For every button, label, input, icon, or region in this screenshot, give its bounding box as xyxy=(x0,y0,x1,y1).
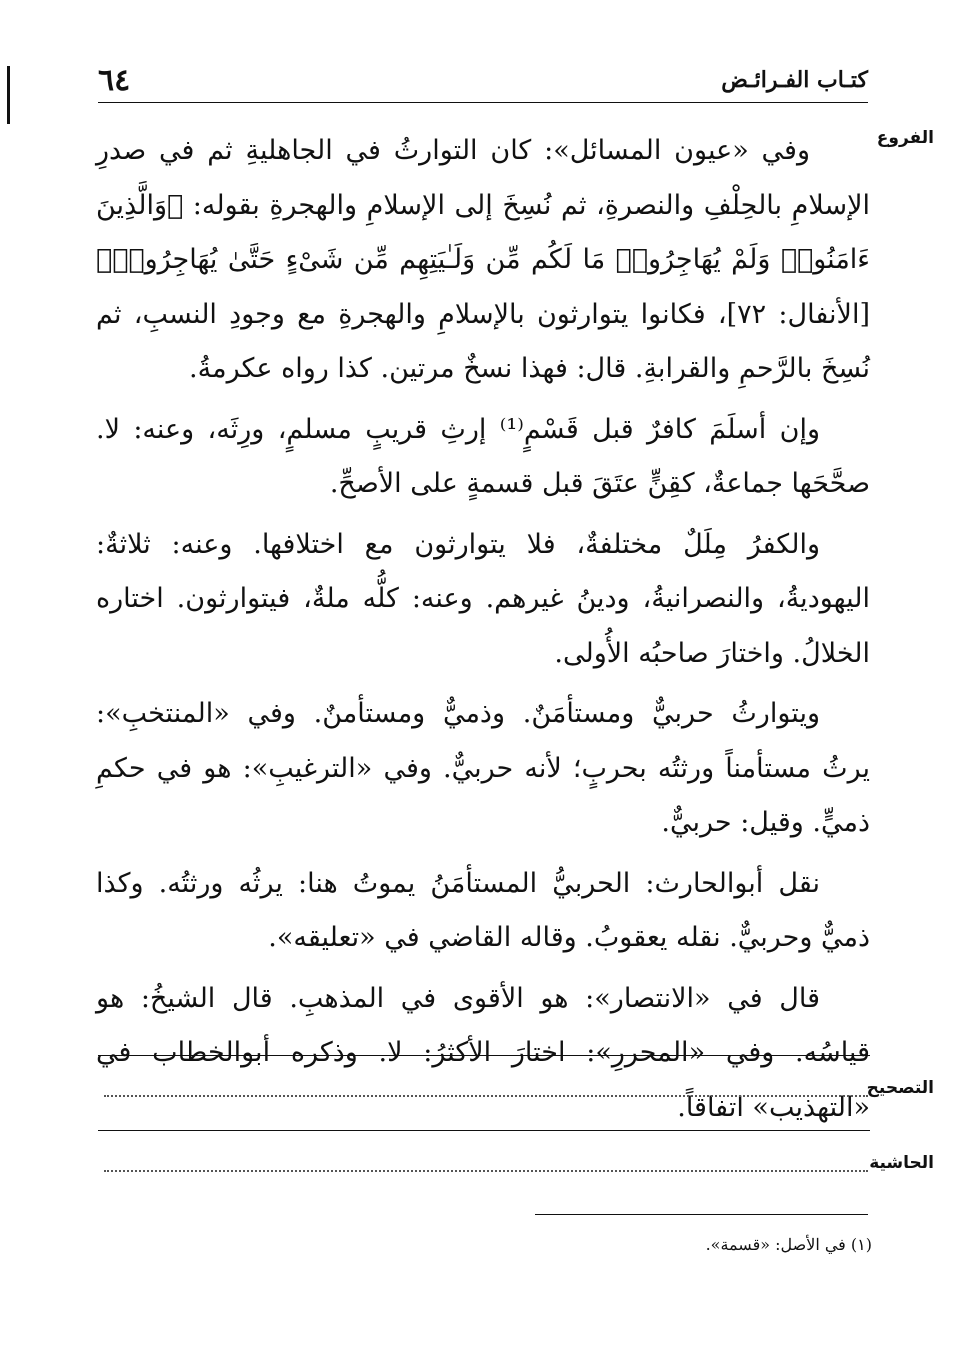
main-text xyxy=(96,124,870,1141)
running-title: كتـاب الفـرائـض xyxy=(721,67,868,93)
paragraph: ويتوارثُ حربيٌّ ومستأمَنٌ. وذميٌّ ومستأمنٌ. وفي «المنتخبِ»: يرثُ مستأمناً ورثتُه بحربٍ؛ لأنه حربيٌّ. وفي «الترغيبِ»: هو في حكمِ ذميٍّ. وقيل: حربيٌّ. xyxy=(96,698,870,838)
paragraph: والكفرُ مِلَلٌ مختلفةٌ، فلا يتوارثون مع اختلافها. وعنه: ثلاثةٌ: اليهوديةُ، والنصرانيةُ، ودينُ غيرهم. وعنه: كلُّه ملةٌ، فيتوارثون. اختاره الخلالُ. واختارَ صاحبُه الأُولى. xyxy=(96,528,870,669)
correction-dotted-line xyxy=(104,1095,868,1097)
paragraph: وفي «عيون المسائل»: كان التوارثُ في الجاهليةِ ثم في صدرِ الإسلامِ بالحِلْفِ والنصرةِ، ثم نُسِخَ إلى الإسلامِ والهجرةِ بقوله: ﴿وَالَّذِينَ ءَامَنُوا۟ وَلَمْ يُهَاجِرُوا۟ مَا لَكُم مِّن وَلَـٰيَتِهِم مِّن شَىْءٍ حَتَّىٰ يُهَاجِرُوا۟﴾ [الأنفال: ٧٢]، فكانوا يتوارثون بالإسلامِ والهجرةِ مع وجودِ النسبِ، ثم نُسِخَ بالرَّحمِ والقرابةِ. قال: فهذا نسخٌ مرتين. كذا رواه عكرمةُ. xyxy=(96,135,870,384)
annotation-top-rule xyxy=(98,1130,870,1131)
footnote: (١) في الأصل: «قسمة». xyxy=(705,1235,872,1254)
paragraph: وإن أسلَمَ كافرٌ قبل قَسْمٍ⁽¹⁾ إرثِ قريبٍ مسلمٍ، ورِثَه، وعنه: لا. صحَّحَها جماعةٌ، كقِنٍّ عتَقَ قبل قسمةٍ على الأصحِّ. xyxy=(96,413,870,499)
page-number: ٦٤ xyxy=(98,62,131,98)
section-label: الفروع xyxy=(876,128,934,148)
page-header xyxy=(98,58,868,103)
annotation-dotted-line xyxy=(104,1170,868,1172)
paragraph: نقل أبوالحارث: الحربيُّ المستأمَنُ يموتُ هنا: يرثُه ورثتُه. وكذا ذميٌّ وحربيٌّ. نقله يعقوبُ. وقاله القاضي في «تعليقه». xyxy=(96,867,870,953)
paragraph: قال في «الانتصار»: هو الأقوى في المذهبِ. قال الشيخُ: هو قياسُه. وفي «المحررِ»: اختارَ الأكثرُ: لا. وذكره أبوالخطاب في «التهذيب» اتفاقاً. xyxy=(96,982,870,1123)
correction-top-rule xyxy=(98,1055,870,1056)
correction-label: التصحيح xyxy=(866,1078,934,1098)
crop-mark xyxy=(7,66,10,124)
footnote-rule xyxy=(535,1214,868,1215)
annotation-label: الحاشية xyxy=(869,1153,934,1173)
